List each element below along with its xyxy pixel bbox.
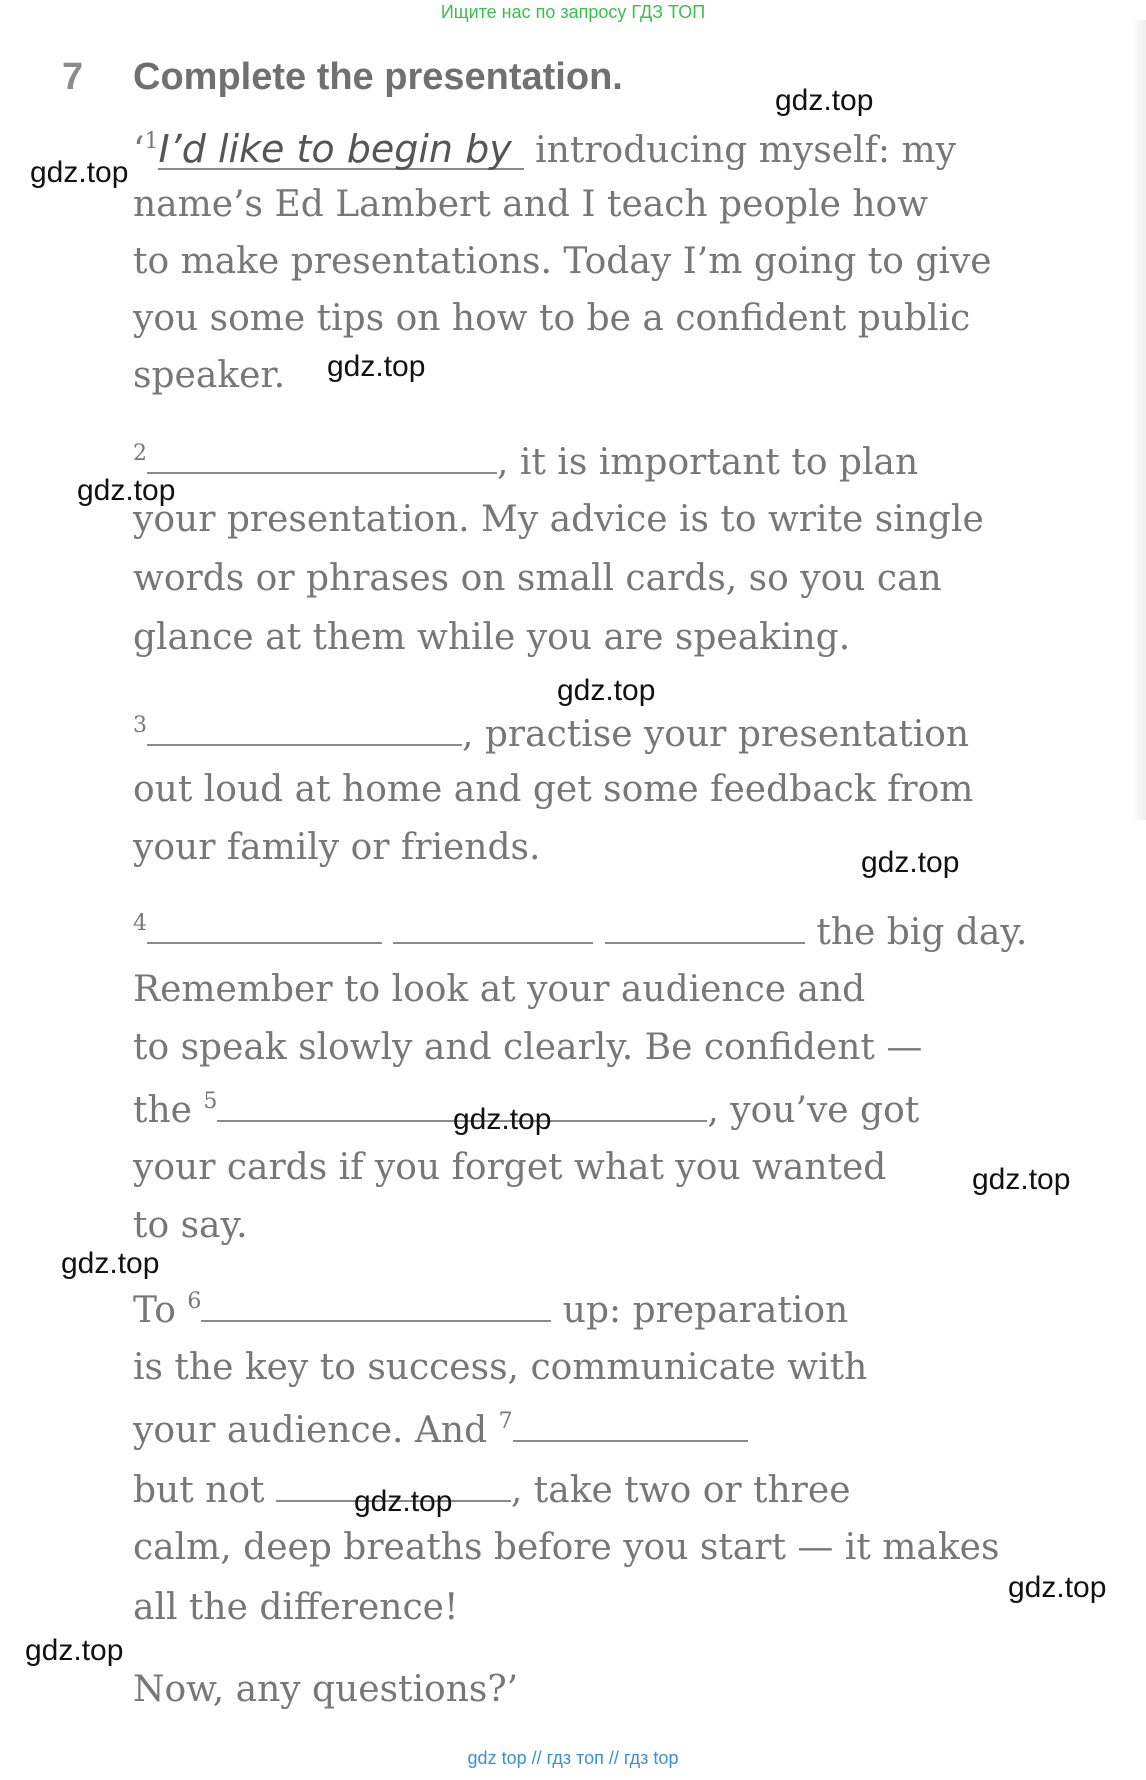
- text-line-10: [133, 714, 969, 753]
- text-line-24: all the difference!: [133, 1587, 459, 1628]
- line-text: up: preparation: [562, 1290, 849, 1331]
- gap-number-7: 7: [498, 1409, 513, 1434]
- watermark: gdz.top: [775, 84, 874, 117]
- text-line-14: Remember to look at your audience and: [133, 969, 866, 1010]
- text-line-3: to make presentations. Today I’m going to give: [133, 241, 992, 282]
- text-line-8: words or phrases on small cards, so you can: [133, 558, 942, 599]
- gap-number-1: 1: [144, 129, 159, 154]
- watermark: gdz.top: [972, 1163, 1071, 1196]
- text-line-12: your family or friends.: [133, 827, 541, 868]
- text-line-17: your cards if you forget what you wanted: [133, 1147, 887, 1188]
- watermark: gdz.top: [557, 674, 656, 707]
- text-line-18: to say.: [133, 1205, 248, 1246]
- text-line-1: [133, 127, 956, 171]
- answer-blank-2[interactable]: [147, 442, 497, 474]
- text-line-15: to speak slowly and clearly. Be confident —: [133, 1027, 923, 1068]
- text-line-22: [133, 1470, 851, 1509]
- line-text: , you’ve got: [707, 1090, 920, 1131]
- text-line-20: is the key to success, communicate with: [133, 1347, 868, 1388]
- text-line-5: speaker.: [133, 355, 286, 396]
- handwritten-answer-1: I’d like to begin by: [158, 130, 523, 170]
- text-line-19: [133, 1290, 848, 1329]
- line-text: your audience. And: [133, 1410, 488, 1451]
- line-text: , take two or three: [510, 1470, 851, 1511]
- answer-blank-4a[interactable]: [147, 912, 382, 944]
- gap-number-3: 3: [133, 713, 147, 738]
- text-line-11: out loud at home and get some feedback from: [133, 769, 974, 810]
- text-line-4: you some tips on how to be a confident public: [133, 298, 971, 339]
- answer-blank-3[interactable]: [147, 714, 462, 746]
- exercise-title: Complete the presentation.: [133, 56, 623, 98]
- watermark: gdz.top: [861, 846, 960, 879]
- text-line-6: [133, 442, 918, 481]
- text-line-9: glance at them while you are speaking.: [133, 617, 851, 658]
- watermark: gdz.top: [77, 474, 176, 507]
- text-line-2: name’s Ed Lambert and I teach people how: [133, 184, 929, 225]
- gap-number-5: 5: [203, 1089, 218, 1114]
- open-quote: ‘: [133, 130, 145, 171]
- answer-blank-4c[interactable]: [605, 912, 805, 944]
- answer-blank-6[interactable]: [201, 1290, 551, 1322]
- top-banner[interactable]: Ищите нас по запросу ГДЗ ТОП: [440, 2, 706, 22]
- footer-links[interactable]: gdz top // гдз топ // гдз top: [467, 1748, 679, 1768]
- watermark: gdz.top: [327, 350, 426, 383]
- watermark: gdz.top: [25, 1634, 124, 1667]
- page-edge-shadow: [1132, 20, 1146, 820]
- gap-number-6: 6: [187, 1289, 202, 1314]
- exercise-number: 7: [62, 56, 84, 98]
- line-text: but not: [133, 1470, 265, 1511]
- text-line-7: your presentation. My advice is to write single: [133, 499, 984, 540]
- watermark: gdz.top: [354, 1485, 453, 1518]
- watermark: gdz.top: [1008, 1571, 1107, 1604]
- text-line-25: Now, any questions?’: [133, 1669, 519, 1710]
- line-text: , practise your presentation: [462, 714, 970, 755]
- text-line-21: [133, 1410, 748, 1449]
- line-text: , it is important to plan: [497, 442, 919, 483]
- gap-number-4: 4: [133, 911, 147, 936]
- answer-blank-7a[interactable]: [513, 1410, 748, 1442]
- line-text: To: [133, 1290, 176, 1331]
- watermark: gdz.top: [61, 1247, 160, 1280]
- text-line-23: calm, deep breaths before you start — it makes: [133, 1527, 1000, 1568]
- line-text: the big day.: [816, 912, 1028, 953]
- line-text: the: [133, 1090, 192, 1131]
- text-line-13: [133, 912, 1027, 951]
- watermark: gdz.top: [453, 1103, 552, 1136]
- watermark: gdz.top: [30, 156, 129, 189]
- answer-blank-4b[interactable]: [393, 912, 593, 944]
- gap-number-2: 2: [133, 441, 147, 466]
- line-text: introducing myself: my: [535, 130, 956, 171]
